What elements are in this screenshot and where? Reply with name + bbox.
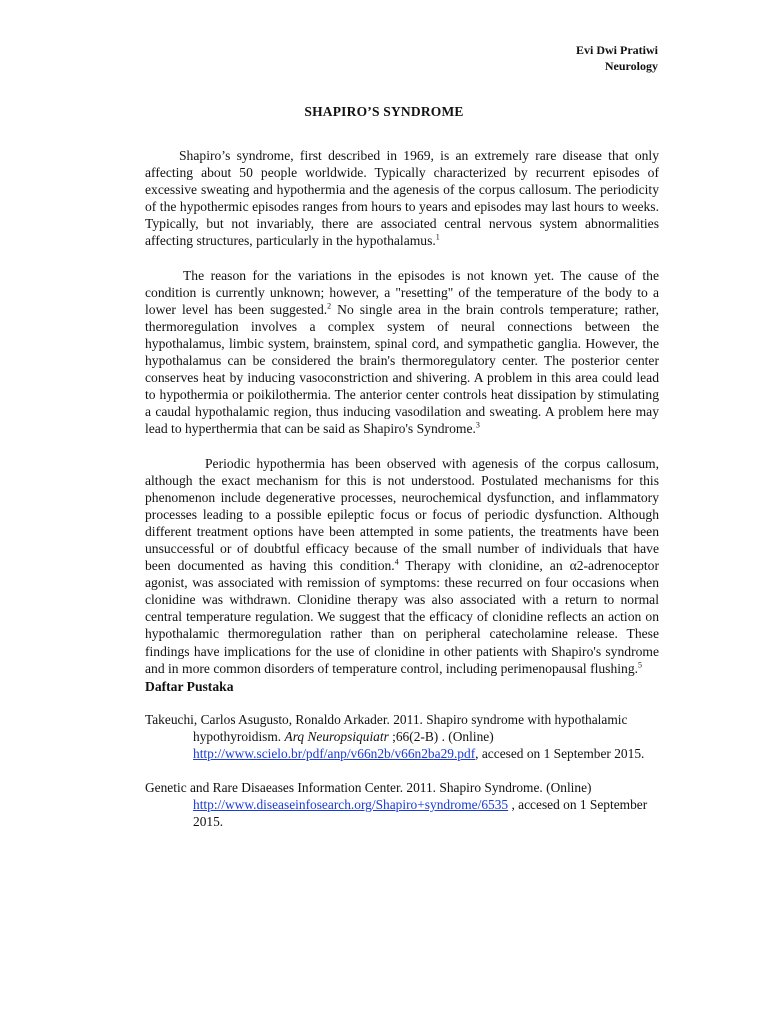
paragraph-2-text-b: No single area in the brain controls temperature; rather, thermoregulation involves a complex system of neural connections between the hypothalamus, limbic system, brainstem, spinal cord, and sympathetic ganglia. However, the hypothalamus can be considered the brain's thermoregulatory center. The posterior center conserves heat by inducing vasoconstriction and shivering. A problem in this area could lead to hypothermia or poikilothermia. The anterior center controls heat dissipation by stimulating a caudal hypothalamic region, thus inducing vasodilation and sweating. A problem here may lead to hyperthermia that can be said as Shapiro's Syndrome.	[145, 301, 659, 437]
reference-item	[145, 711, 659, 762]
reference-middle: ;66(2-B) . (Online)	[388, 728, 494, 744]
reference-prefix: Takeuchi, Carlos Asugusto, Ronaldo Arkader. 2011. Shapiro syndrome with hypothalamic hypothyroidism.	[145, 711, 628, 744]
paragraph-3-text-b: Therapy with clonidine, an α2-adrenoceptor agonist, was associated with remission of symptoms: these recurred on four occasions when clonidine was withdrawn. Clonidine therapy was also associated with a return to normal central temperature regulation. We suggest that the efficacy of clonidine reflects an action on hypothalamic thermoregulation rather than on peripheral catecholamine release. These findings have implications for the use of clonidine in other patients with Shapiro's syndrome and in more common disorders of temperature control, including perimenopausal flushing.	[145, 558, 659, 676]
citation-marker: 1	[435, 232, 440, 242]
document-body	[145, 147, 659, 847]
document-title: SHAPIRO’S SYNDROME	[304, 104, 464, 119]
citation-marker: 4	[394, 557, 399, 567]
paragraph-2-text-a: The reason for the variations in the episodes is not known yet. The cause of the condition is currently unknown; however, a "resetting" of the temperature of the body to a lower level has been suggested.	[145, 267, 659, 317]
paragraph-3-text-a: Periodic hypothermia has been observed with agenesis of the corpus callosum, although the exact mechanism for this is not understood. Postulated mechanisms for this phenomenon include degenerative processes, neurochemical dysfunction, and inflammatory processes leading to a possible epileptic focus or focus of periodic dysfunction. Although different treatment options have been attempted in some patients, the treatments have been unsuccessful or of doubtful efficacy because of the small number of individuals that have been documented as having this condition.	[145, 455, 659, 574]
reference-suffix: , accesed on 1 September 2015.	[193, 796, 648, 829]
reference-suffix: , accesed on 1 September 2015.	[475, 745, 645, 761]
paragraph-2	[145, 267, 659, 438]
paragraph-3	[145, 455, 659, 677]
reference-prefix: Genetic and Rare Disaeases Information Center. 2011. Shapiro Syndrome. (Online)	[145, 779, 592, 795]
reference-link[interactable]: http://www.diseaseinfosearch.org/Shapiro+syndrome/6535	[193, 796, 509, 812]
citation-marker: 3	[475, 420, 480, 430]
reference-item	[145, 779, 659, 830]
citation-marker: 5	[638, 660, 643, 670]
author-block	[576, 42, 658, 74]
paragraph-1-text: Shapiro’s syndrome, first described in 1969, is an extremely rare disease that only affecting about 50 people worldwide. Typically characterized by recurrent episodes of excessive sweating and hypothermia and the agenesis of the corpus callosum. The periodicity of the hypothermic episodes ranges from hours to years and episodes may last hours to weeks. Typically, but not invariably, there are associated central nervous system abnormalities affecting structures, particularly in the hypothalamus.	[145, 148, 659, 249]
citation-marker: 2	[327, 301, 332, 311]
reference-journal: Arq Neuropsiquiatr	[284, 728, 389, 744]
paragraph-1	[145, 147, 659, 250]
author-department: Neurology	[604, 59, 658, 73]
reference-link[interactable]: http://www.scielo.br/pdf/anp/v66n2b/v66n2ba29.pdf	[193, 745, 476, 761]
author-name: Evi Dwi Pratiwi	[576, 43, 658, 57]
references-heading: Daftar Pustaka	[145, 678, 234, 694]
